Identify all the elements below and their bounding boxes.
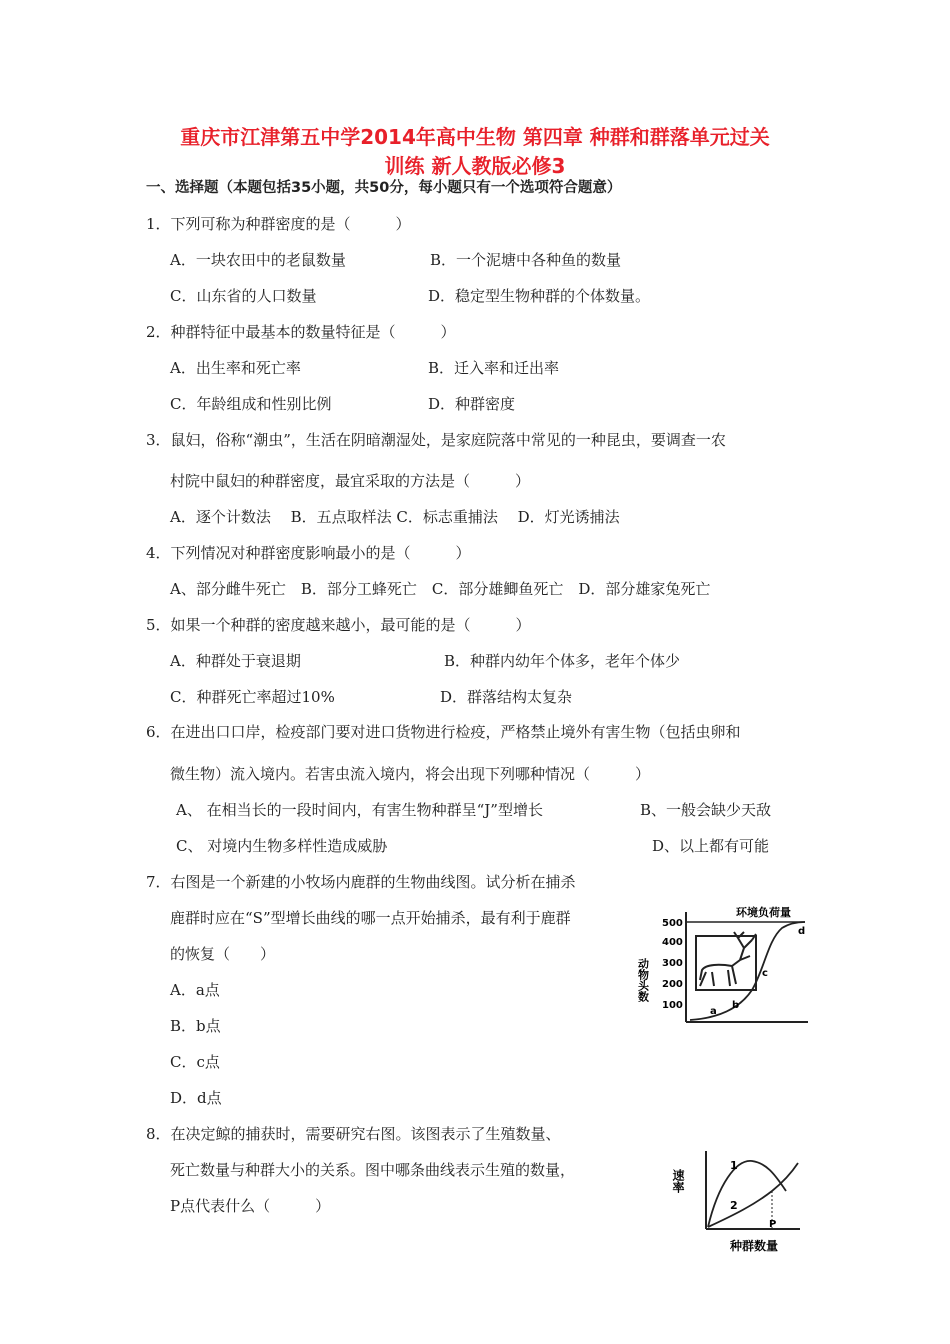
ytick-400: 400 bbox=[662, 937, 683, 948]
q2-stem: 2．种群特征中最基本的数量特征是（ ） bbox=[146, 323, 456, 341]
q5-option-c: C．种群死亡率超过10% bbox=[170, 688, 335, 706]
q2-option-a: A．出生率和死亡率 bbox=[170, 359, 301, 377]
q1-option-d: D．稳定型生物种群的个体数量。 bbox=[428, 287, 651, 305]
curve-2 bbox=[708, 1163, 798, 1227]
deer-growth-figure bbox=[636, 900, 815, 1030]
q1-option-a: A．一块农田中的老鼠数量 bbox=[170, 251, 346, 269]
q6-stem-line2: 微生物）流入境内。若害虫流入境内，将会出现下列哪种情况（ ） bbox=[170, 765, 651, 783]
q3-stem-line2: 村院中鼠妇的种群密度，最宜采取的方法是（ ） bbox=[170, 472, 531, 490]
curve-2-label: 2 bbox=[730, 1199, 738, 1212]
carrying-capacity-label: 环境负荷量 bbox=[736, 906, 791, 919]
ytick-300: 300 bbox=[662, 958, 683, 969]
q8-stem-line2: 死亡数量与种群大小的关系。图中哪条曲线表示生殖的数量， bbox=[170, 1161, 576, 1179]
q1-option-c: C．山东省的人口数量 bbox=[170, 287, 317, 305]
q2-option-d: D．种群密度 bbox=[428, 395, 516, 413]
curve-1 bbox=[708, 1161, 786, 1227]
ytick-500: 500 bbox=[662, 918, 683, 929]
q7-option-c: C．c点 bbox=[170, 1053, 220, 1071]
point-p-label: P bbox=[769, 1219, 777, 1230]
q3-stem-line1: 3．鼠妇，俗称“潮虫”，生活在阴暗潮湿处，是家庭院落中常见的一种昆虫，要调查一农 bbox=[146, 431, 726, 449]
q5-option-b: B．种群内幼年个体多，老年个体少 bbox=[444, 652, 681, 670]
q6-stem-line1: 6．在进出口口岸，检疫部门要对进口货物进行检疫，严格禁止境外有害生物（包括虫卵和 bbox=[146, 723, 741, 741]
q3-options: A．逐个计数法 B．五点取样法 C．标志重捕法 D．灯光诱捕法 bbox=[170, 508, 620, 526]
doc-title-line2: 训练 新人教版必修3 bbox=[384, 154, 566, 178]
q8-stem-line1: 8．在决定鲸的捕获时，需要研究右图。该图表示了生殖数量、 bbox=[146, 1125, 561, 1143]
q6-option-d: D、以上都有可能 bbox=[652, 837, 770, 855]
q4-stem: 4．下列情况对种群密度影响最小的是（ ） bbox=[146, 544, 471, 562]
q1-option-b: B．一个泥塘中各种鱼的数量 bbox=[430, 251, 622, 269]
point-b: b bbox=[732, 1000, 740, 1011]
q6-option-a: A、 在相当长的一段时间内，有害生物种群呈“J”型增长 bbox=[176, 801, 543, 819]
q2-option-b: B．迁入率和迁出率 bbox=[428, 359, 560, 377]
ytick-100: 100 bbox=[662, 1000, 683, 1011]
curve-1-label: 1 bbox=[730, 1159, 738, 1172]
q7-stem-line3: 的恢复（ ） bbox=[170, 945, 276, 963]
q6-option-c: C、 对境内生物多样性造成威胁 bbox=[176, 837, 388, 855]
q5-option-a: A．种群处于衰退期 bbox=[170, 652, 301, 670]
q1-stem: 1．下列可称为种群密度的是（ ） bbox=[146, 215, 411, 233]
q7-option-b: B．b点 bbox=[170, 1017, 221, 1035]
q6-option-b: B、一般会缺少天敌 bbox=[640, 801, 772, 819]
point-d: d bbox=[798, 926, 806, 937]
deer-icon bbox=[696, 932, 756, 990]
q4-options: A、部分雌牛死亡 B．部分工蜂死亡 C．部分雄鲫鱼死亡 D．部分雄家兔死亡 bbox=[170, 580, 711, 598]
q8-stem-line3: P点代表什么（ ） bbox=[170, 1197, 331, 1215]
q5-option-d: D．群落结构太复杂 bbox=[440, 688, 573, 706]
doc-title-line1: 重庆市江津第五中学2014年高中生物 第四章 种群和群落单元过关 bbox=[180, 125, 770, 149]
q2-option-c: C．年龄组成和性别比例 bbox=[170, 395, 332, 413]
x-axis-label: 种群数量 bbox=[730, 1239, 779, 1253]
q7-stem-line2: 鹿群时应在“S”型增长曲线的哪一点开始捕杀，最有利于鹿群 bbox=[170, 909, 571, 927]
section-heading: 一、选择题（本题包括35小题，共50分，每小题只有一个选项符合题意） bbox=[146, 180, 622, 196]
point-a: a bbox=[710, 1006, 717, 1017]
q7-option-a: A．a点 bbox=[170, 981, 220, 999]
ytick-200: 200 bbox=[662, 979, 683, 990]
y-axis-label: 速率 bbox=[671, 1169, 685, 1193]
q5-stem: 5．如果一个种群的密度越来越小，最可能的是（ ） bbox=[146, 616, 531, 634]
y-axis-label: 动物头数 bbox=[636, 958, 650, 1002]
q7-stem-line1: 7．右图是一个新建的小牧场内鹿群的生物曲线图。试分析在捕杀 bbox=[146, 873, 576, 891]
whale-rate-figure bbox=[671, 1145, 814, 1257]
point-c: c bbox=[762, 968, 768, 979]
q7-option-d: D．d点 bbox=[170, 1089, 222, 1107]
